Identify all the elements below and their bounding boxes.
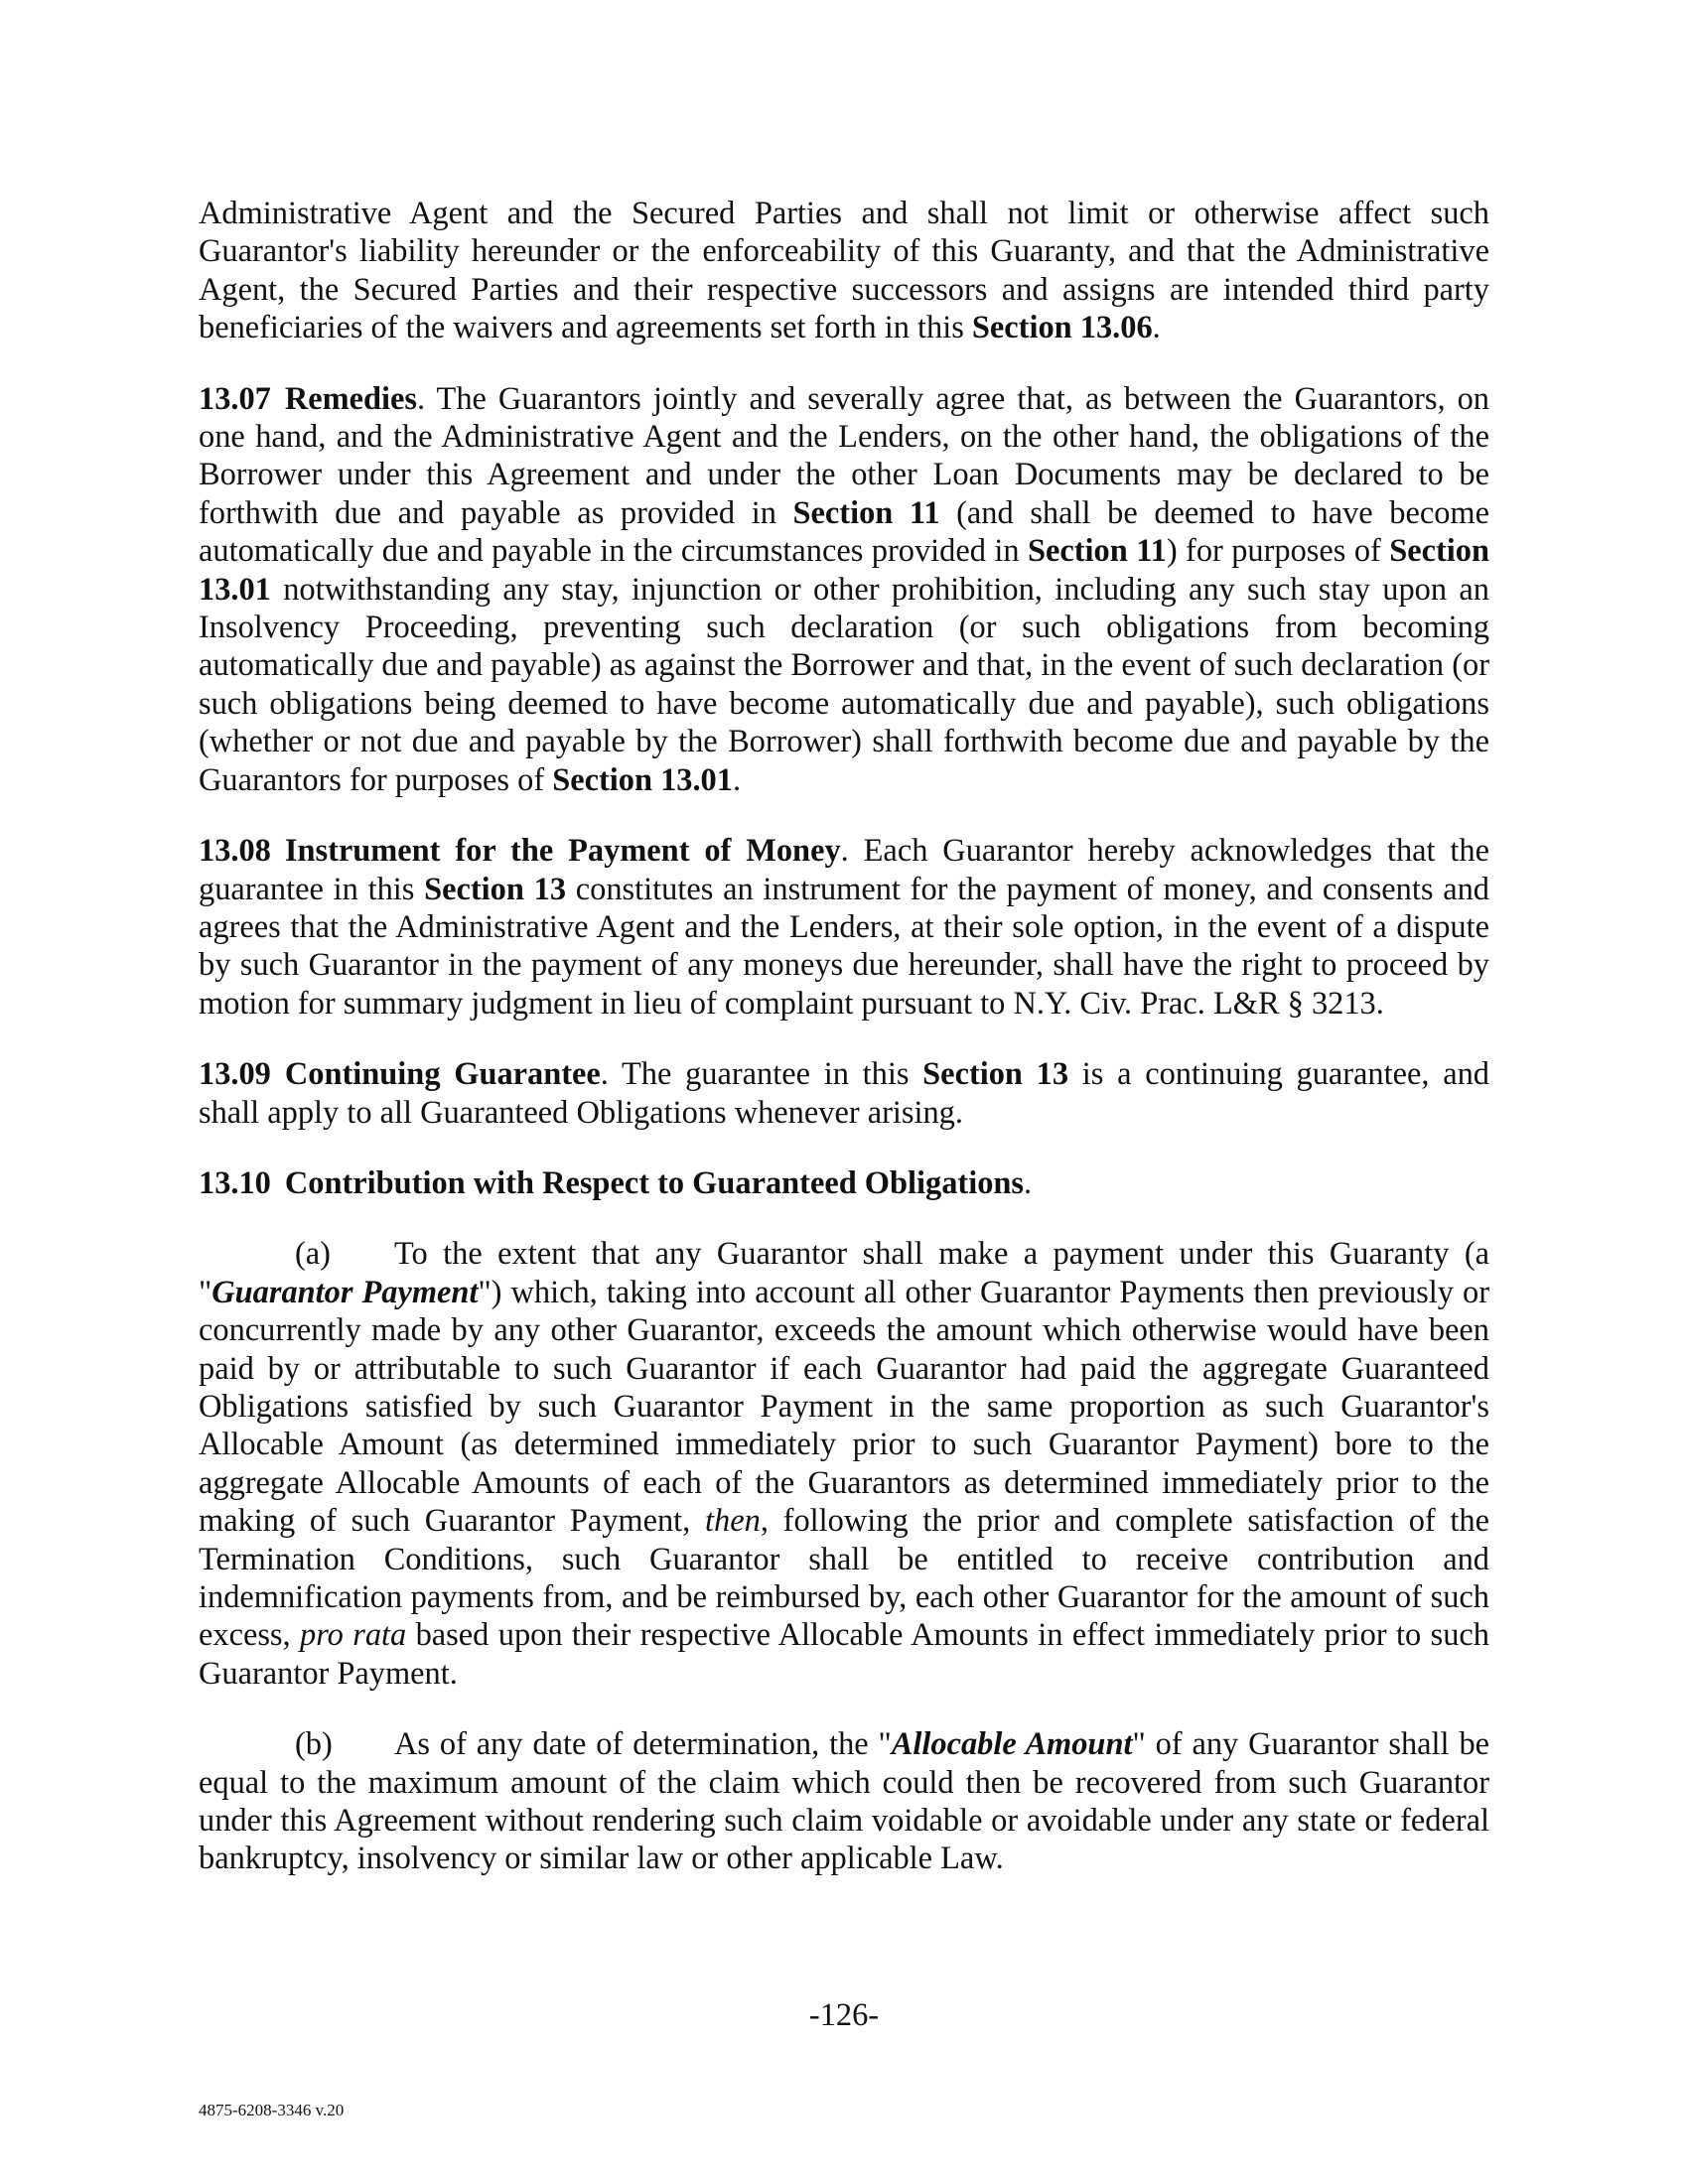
section-reference: Section 13 <box>922 1056 1069 1093</box>
paragraph-text: As of any date of determination, the " <box>394 1726 892 1763</box>
paragraph-text: . The Guarantors jointly and severally agree that, as between the Guarantors, on one hand, and the Administrative Agent and the Lenders, on the other hand, the obligations of the Borrower under this Agreement and under the other Loan Documents may be declared to be forthwith due and payable as provided in <box>199 380 1489 531</box>
paragraph-text: ) for purposes of <box>1166 533 1390 570</box>
document-body <box>199 195 1489 1911</box>
section-13-07 <box>199 380 1489 799</box>
paragraph-text: . <box>1152 310 1161 346</box>
paragraph-text: notwithstanding any stay, injunction or other prohibition, including any such stay upon an Insolvency Proceeding, preventing such declaration (or such obligations from becoming automatically due and payable) as against the Borrower and that, in the event of such declaration (or such obligations being deemed to have become automatically due and payable), such obligations (whether or not due and payable by the Borrower) shall forthwith become due and payable by the Guarantors for purposes of <box>199 571 1489 798</box>
section-reference: Section 13.06 <box>971 310 1153 346</box>
defined-term: Allocable Amount <box>891 1726 1133 1763</box>
paragraph-text: , following the prior and complete satisfaction of the Termination Conditions, such Guarantor shall be entitled to receive contribution and indemnification payments from, and be reimbursed by, each other Guarantor for the amount of such excess, <box>199 1503 1490 1654</box>
defined-term: Guarantor Payment <box>211 1274 479 1310</box>
section-number: 13.08 <box>199 833 271 870</box>
section-reference: Section 11 <box>792 494 940 531</box>
section-number: 13.09 <box>199 1056 271 1093</box>
paragraph-text: ") which, taking into account all other Guarantor Payments then previously or concurrently made by any other Guarantor, exceeds the amount which otherwise would have been paid by or attributable to such Guarantor if each Guarantor had paid the aggregate Guaranteed Obligations satisfied by such Guarantor Payment in the same proportion as such Guarantor's Allocable Amount (as determined immediately prior to such Guarantor Payment) bore to the aggregate Allocable Amounts of each of the Guarantors as determined immediately prior to the making of such Guarantor Payment, <box>199 1274 1489 1540</box>
subsection-label: (b) <box>295 1726 333 1763</box>
section-reference: Section 13.01 <box>552 761 733 798</box>
paragraph-text: (and shall be deemed to have become automatically due and payable in the circumstances provided in <box>199 494 1489 570</box>
italic-term: pro rata <box>300 1617 407 1654</box>
section-reference: Section 13.01 <box>199 533 1489 608</box>
document-id: 4875-6208-3346 v.20 <box>199 2101 345 2119</box>
paragraph-text: . <box>732 761 742 798</box>
section-number: 13.10 <box>199 1164 271 1201</box>
section-heading: Contribution with Respect to Guaranteed Obligations <box>284 1164 1025 1201</box>
section-13-08 <box>199 832 1489 1023</box>
paragraph-text: . The guarantee in this <box>600 1056 923 1093</box>
section-13-09 <box>199 1055 1489 1132</box>
subsection-b <box>199 1725 1489 1878</box>
italic-term: then <box>705 1503 761 1540</box>
section-heading: Instrument for the Payment of Money <box>284 833 841 870</box>
continuation-paragraph <box>199 195 1489 347</box>
paragraph-text: Administrative Agent and the Secured Parties and shall not limit or otherwise affect such Guarantor's liability hereunder or the enforceability of this Guaranty, and that the Administrative Agent, the Secured Parties and their respective successors and assigns are intended third party beneficiaries of the waivers and agreements set forth in this <box>199 196 1489 346</box>
paragraph-text: . Each Guarantor hereby acknowledges that the guarantee in this <box>199 833 1489 907</box>
section-number: 13.07 <box>199 380 271 417</box>
paragraph-text: To the extent that any Guarantor shall make a payment under this Guaranty (a " <box>199 1236 1489 1310</box>
subsection-label: (a) <box>295 1236 331 1273</box>
section-heading: Continuing Guarantee <box>284 1056 601 1093</box>
paragraph-text: based upon their respective Allocable Amounts in effect immediately prior to such Guarantor Payment. <box>199 1617 1489 1692</box>
paragraph-text: is a continuing guarantee, and shall apply to all Guaranteed Obligations whenever arising. <box>199 1056 1489 1131</box>
paragraph-text: constitutes an instrument for the payment of money, and consents and agrees that the Administrative Agent and the Lenders, at their sole option, in the event of a dispute by such Guarantor in the payment of any moneys due hereunder, shall have the right to proceed by motion for summary judgment in lieu of complaint pursuant to N.Y. Civ. Prac. L&R § 3213. <box>199 871 1489 1022</box>
section-reference: Section 13 <box>424 871 567 907</box>
section-heading: Remedies <box>284 380 418 417</box>
section-reference: Section 11 <box>1028 533 1167 570</box>
section-13-10-heading <box>199 1164 1489 1202</box>
page-number: -126- <box>808 1997 880 2033</box>
paragraph-text: " of any Guarantor shall be equal to the maximum amount of the claim which could then be recovered from such Guarantor under this Agreement without rendering such claim voidable or avoidable under any state or federal bankruptcy, insolvency or similar law or other applicable Law. <box>199 1726 1490 1877</box>
subsection-a <box>199 1235 1489 1693</box>
paragraph-text: . <box>1024 1164 1033 1201</box>
